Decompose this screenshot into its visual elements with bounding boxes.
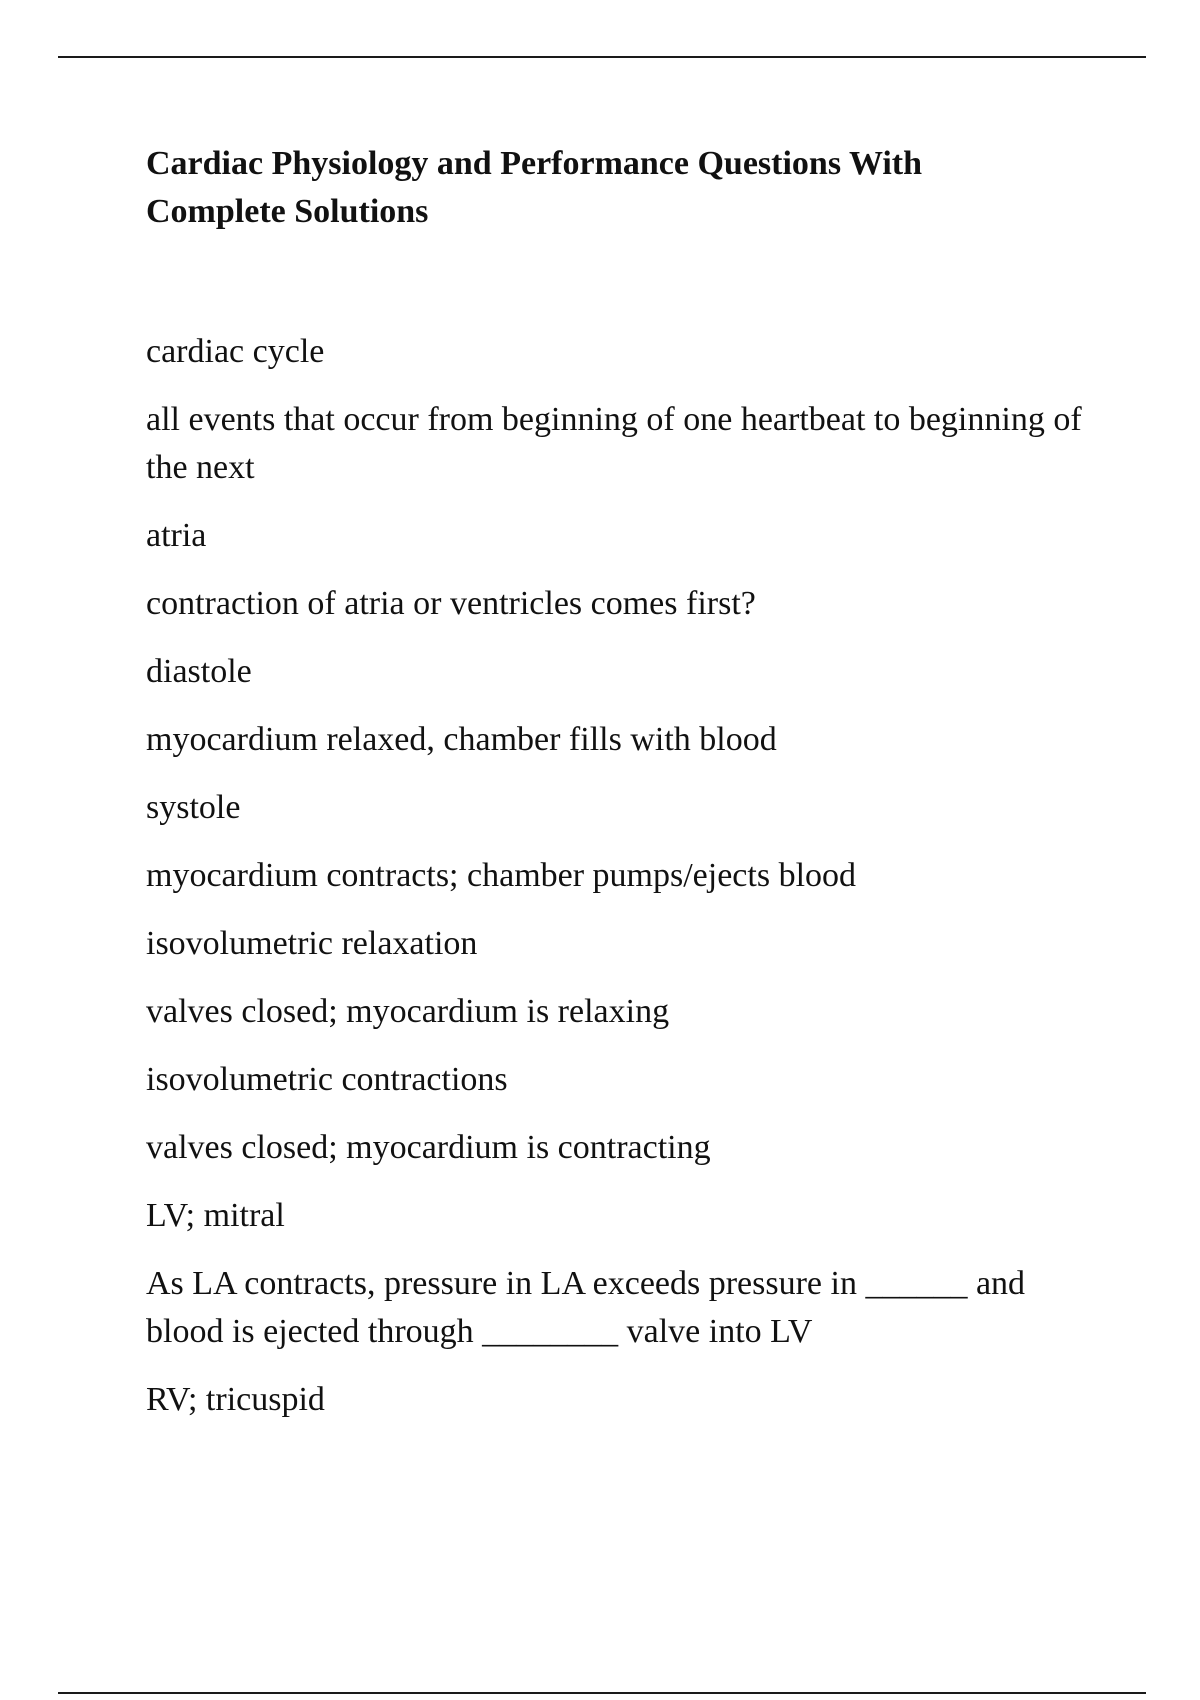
bottom-rule: [58, 1692, 1146, 1694]
term-entry: systole: [146, 789, 241, 826]
term-entry: isovolumetric contractions: [146, 1061, 508, 1098]
definition-entry: myocardium relaxed, chamber fills with blood: [146, 721, 777, 758]
definition-entry: valves closed; myocardium is contracting: [146, 1129, 711, 1166]
term-entry: LV; mitral: [146, 1197, 285, 1234]
definition-entry: valves closed; myocardium is relaxing: [146, 993, 670, 1030]
document-content: [146, 140, 1106, 1444]
top-rule: [58, 56, 1146, 58]
term-entry: isovolumetric relaxation: [146, 925, 478, 962]
definition-entry: all events that occur from beginning of one heartbeat to beginning of the next: [146, 401, 1082, 486]
term-entry: diastole: [146, 653, 252, 690]
term-entry: cardiac cycle: [146, 333, 325, 370]
document-title: Cardiac Physiology and Performance Questions With Complete Solutions: [146, 145, 923, 230]
term-entry: RV; tricuspid: [146, 1381, 325, 1418]
definition-entry: contraction of atria or ventricles comes first?: [146, 585, 756, 622]
definition-entry: myocardium contracts; chamber pumps/ejects blood: [146, 857, 857, 894]
term-entry: atria: [146, 517, 207, 554]
definition-entry: As LA contracts, pressure in LA exceeds pressure in ______ and blood is ejected through ________ valve into LV: [146, 1265, 1026, 1350]
